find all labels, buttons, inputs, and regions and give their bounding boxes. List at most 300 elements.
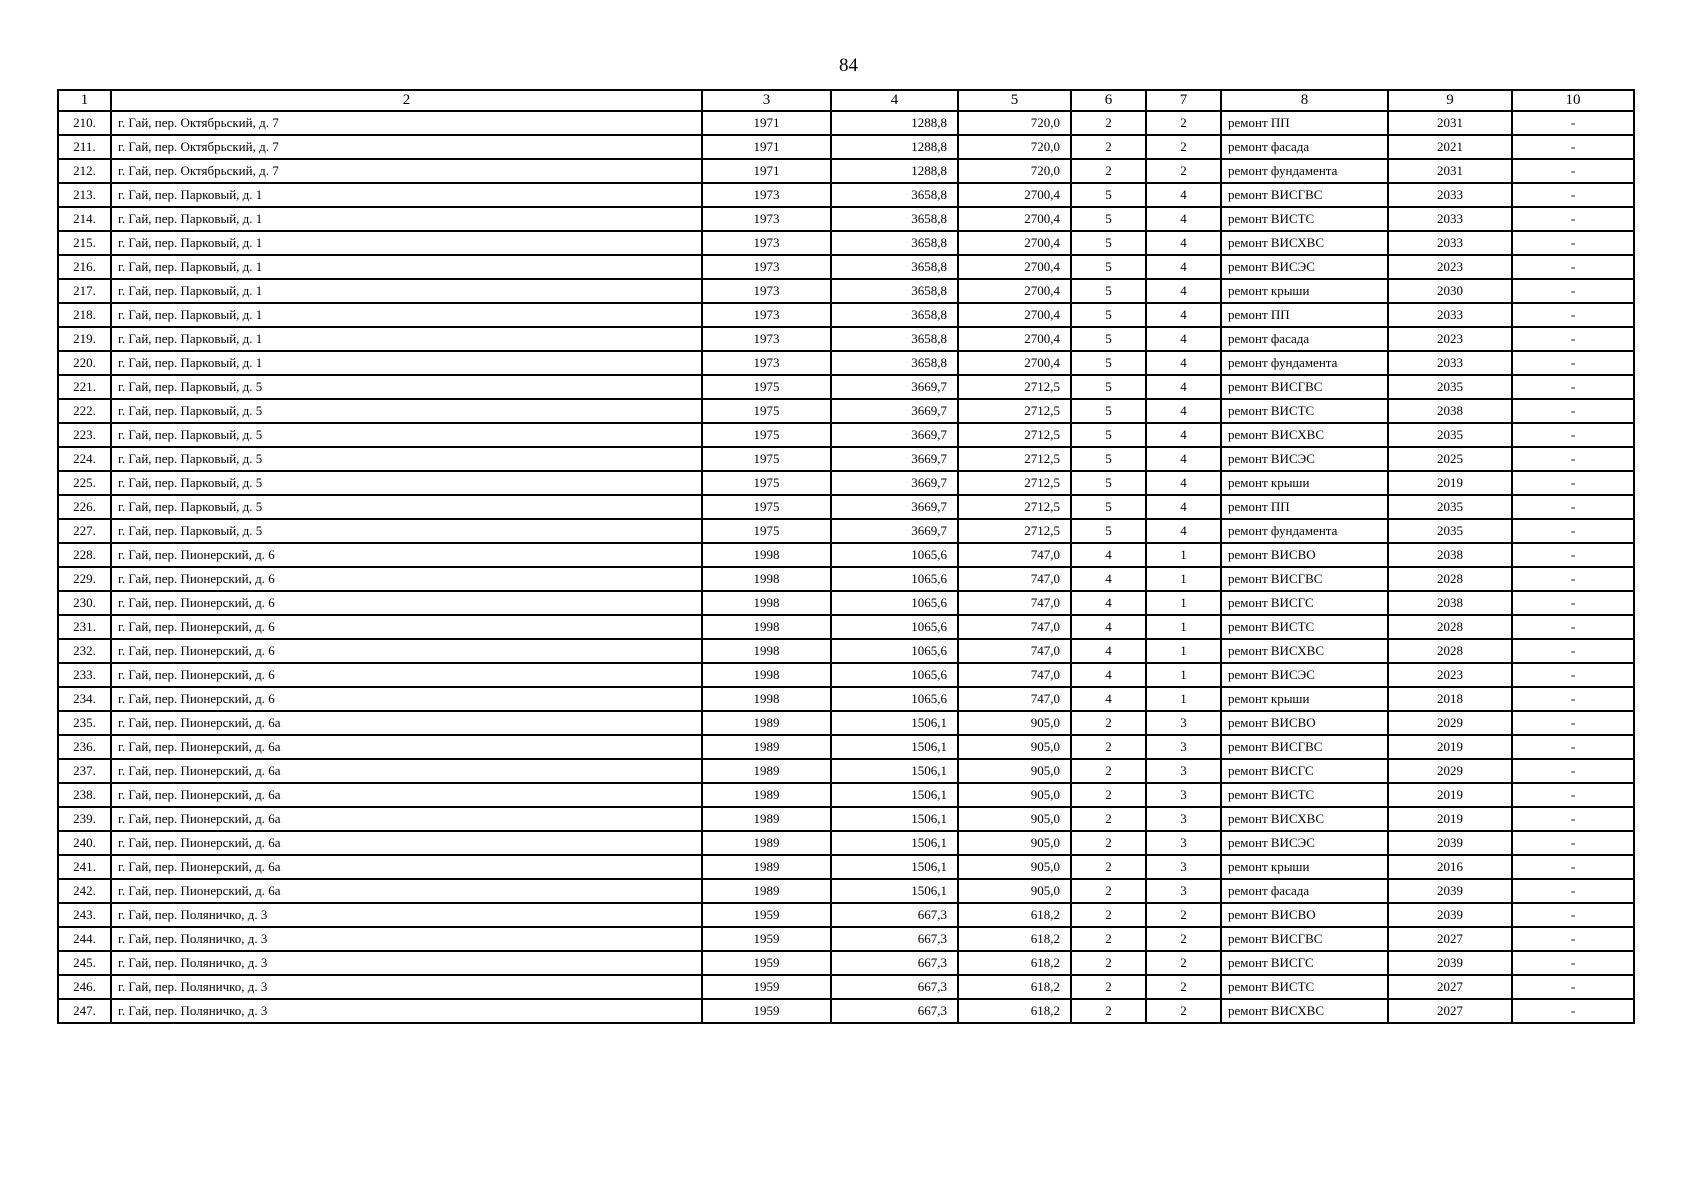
entrances-cell: 2 — [1146, 111, 1221, 135]
table-body — [58, 111, 1634, 1023]
entrances-cell: 4 — [1146, 423, 1221, 447]
year-built-cell: 1998 — [702, 687, 831, 711]
work-type-cell: ремонт ВИСЭС — [1221, 447, 1388, 471]
table-row — [58, 759, 1634, 783]
row-number-cell: 217. — [58, 279, 111, 303]
row-number-cell: 221. — [58, 375, 111, 399]
floors-cell: 5 — [1071, 207, 1146, 231]
total-area-cell: 3658,8 — [831, 327, 958, 351]
header-row — [58, 90, 1634, 111]
column-header-9: 9 — [1388, 90, 1512, 111]
work-type-cell: ремонт ВИСГС — [1221, 759, 1388, 783]
floors-cell: 2 — [1071, 831, 1146, 855]
work-type-cell: ремонт ВИСХВС — [1221, 999, 1388, 1023]
work-type-cell: ремонт ПП — [1221, 111, 1388, 135]
living-area-cell: 2712,5 — [958, 519, 1071, 543]
note-cell: - — [1512, 327, 1634, 351]
column-header-3: 3 — [702, 90, 831, 111]
row-number-cell: 236. — [58, 735, 111, 759]
floors-cell: 2 — [1071, 759, 1146, 783]
work-type-cell: ремонт ВИСХВС — [1221, 231, 1388, 255]
living-area-cell: 2700,4 — [958, 255, 1071, 279]
table-row — [58, 279, 1634, 303]
total-area-cell: 1065,6 — [831, 567, 958, 591]
living-area-cell: 618,2 — [958, 927, 1071, 951]
entrances-cell: 3 — [1146, 759, 1221, 783]
year-built-cell: 1973 — [702, 183, 831, 207]
floors-cell: 2 — [1071, 975, 1146, 999]
table-row — [58, 471, 1634, 495]
total-area-cell: 1065,6 — [831, 639, 958, 663]
table-row — [58, 783, 1634, 807]
note-cell: - — [1512, 831, 1634, 855]
row-number-cell: 210. — [58, 111, 111, 135]
note-cell: - — [1512, 303, 1634, 327]
entrances-cell: 1 — [1146, 591, 1221, 615]
address-cell: г. Гай, пер. Парковый, д. 5 — [111, 519, 702, 543]
address-cell: г. Гай, пер. Парковый, д. 1 — [111, 327, 702, 351]
floors-cell: 2 — [1071, 135, 1146, 159]
year-built-cell: 1959 — [702, 951, 831, 975]
work-type-cell: ремонт ПП — [1221, 495, 1388, 519]
planned-year-cell: 2033 — [1388, 183, 1512, 207]
total-area-cell: 3658,8 — [831, 351, 958, 375]
total-area-cell: 1065,6 — [831, 663, 958, 687]
entrances-cell: 3 — [1146, 783, 1221, 807]
column-header-2: 2 — [111, 90, 702, 111]
planned-year-cell: 2039 — [1388, 831, 1512, 855]
entrances-cell: 3 — [1146, 879, 1221, 903]
planned-year-cell: 2019 — [1388, 807, 1512, 831]
table-row — [58, 927, 1634, 951]
year-built-cell: 1971 — [702, 135, 831, 159]
floors-cell: 2 — [1071, 159, 1146, 183]
entrances-cell: 2 — [1146, 135, 1221, 159]
note-cell: - — [1512, 879, 1634, 903]
year-built-cell: 1959 — [702, 903, 831, 927]
entrances-cell: 3 — [1146, 735, 1221, 759]
year-built-cell: 1959 — [702, 975, 831, 999]
row-number-cell: 247. — [58, 999, 111, 1023]
work-type-cell: ремонт крыши — [1221, 279, 1388, 303]
total-area-cell: 667,3 — [831, 927, 958, 951]
entrances-cell: 1 — [1146, 543, 1221, 567]
address-cell: г. Гай, пер. Парковый, д. 5 — [111, 423, 702, 447]
living-area-cell: 905,0 — [958, 807, 1071, 831]
year-built-cell: 1975 — [702, 375, 831, 399]
note-cell: - — [1512, 999, 1634, 1023]
column-header-5: 5 — [958, 90, 1071, 111]
entrances-cell: 4 — [1146, 351, 1221, 375]
year-built-cell: 1973 — [702, 279, 831, 303]
address-cell: г. Гай, пер. Пионерский, д. 6а — [111, 807, 702, 831]
work-type-cell: ремонт фундамента — [1221, 159, 1388, 183]
row-number-cell: 243. — [58, 903, 111, 927]
year-built-cell: 1973 — [702, 231, 831, 255]
address-cell: г. Гай, пер. Парковый, д. 1 — [111, 207, 702, 231]
total-area-cell: 3658,8 — [831, 207, 958, 231]
total-area-cell: 3669,7 — [831, 375, 958, 399]
living-area-cell: 747,0 — [958, 663, 1071, 687]
table-row — [58, 255, 1634, 279]
floors-cell: 2 — [1071, 111, 1146, 135]
planned-year-cell: 2038 — [1388, 591, 1512, 615]
work-type-cell: ремонт ВИСЭС — [1221, 663, 1388, 687]
floors-cell: 2 — [1071, 951, 1146, 975]
entrances-cell: 3 — [1146, 855, 1221, 879]
entrances-cell: 4 — [1146, 207, 1221, 231]
total-area-cell: 1506,1 — [831, 831, 958, 855]
table-row — [58, 327, 1634, 351]
planned-year-cell: 2035 — [1388, 519, 1512, 543]
entrances-cell: 2 — [1146, 999, 1221, 1023]
address-cell: г. Гай, пер. Парковый, д. 1 — [111, 279, 702, 303]
living-area-cell: 2712,5 — [958, 471, 1071, 495]
living-area-cell: 905,0 — [958, 831, 1071, 855]
table-row — [58, 111, 1634, 135]
year-built-cell: 1973 — [702, 255, 831, 279]
row-number-cell: 218. — [58, 303, 111, 327]
floors-cell: 2 — [1071, 903, 1146, 927]
planned-year-cell: 2038 — [1388, 399, 1512, 423]
note-cell: - — [1512, 159, 1634, 183]
planned-year-cell: 2025 — [1388, 447, 1512, 471]
note-cell: - — [1512, 423, 1634, 447]
living-area-cell: 2700,4 — [958, 279, 1071, 303]
planned-year-cell: 2023 — [1388, 255, 1512, 279]
row-number-cell: 211. — [58, 135, 111, 159]
total-area-cell: 667,3 — [831, 951, 958, 975]
year-built-cell: 1971 — [702, 159, 831, 183]
row-number-cell: 240. — [58, 831, 111, 855]
floors-cell: 5 — [1071, 279, 1146, 303]
living-area-cell: 2712,5 — [958, 423, 1071, 447]
table-row — [58, 543, 1634, 567]
note-cell: - — [1512, 543, 1634, 567]
living-area-cell: 2700,4 — [958, 207, 1071, 231]
floors-cell: 4 — [1071, 591, 1146, 615]
note-cell: - — [1512, 903, 1634, 927]
total-area-cell: 1065,6 — [831, 687, 958, 711]
address-cell: г. Гай, пер. Пионерский, д. 6 — [111, 687, 702, 711]
table-row — [58, 639, 1634, 663]
work-type-cell: ремонт фундамента — [1221, 519, 1388, 543]
planned-year-cell: 2029 — [1388, 711, 1512, 735]
work-type-cell: ремонт ВИСГВС — [1221, 183, 1388, 207]
floors-cell: 5 — [1071, 255, 1146, 279]
table-row — [58, 855, 1634, 879]
row-number-cell: 246. — [58, 975, 111, 999]
address-cell: г. Гай, пер. Пионерский, д. 6а — [111, 711, 702, 735]
work-type-cell: ремонт ВИСВО — [1221, 711, 1388, 735]
row-number-cell: 237. — [58, 759, 111, 783]
note-cell: - — [1512, 183, 1634, 207]
address-cell: г. Гай, пер. Поляничко, д. 3 — [111, 903, 702, 927]
entrances-cell: 2 — [1146, 903, 1221, 927]
work-type-cell: ремонт ВИСГВС — [1221, 375, 1388, 399]
note-cell: - — [1512, 495, 1634, 519]
living-area-cell: 720,0 — [958, 159, 1071, 183]
year-built-cell: 1975 — [702, 423, 831, 447]
year-built-cell: 1975 — [702, 519, 831, 543]
note-cell: - — [1512, 639, 1634, 663]
living-area-cell: 747,0 — [958, 615, 1071, 639]
note-cell: - — [1512, 951, 1634, 975]
note-cell: - — [1512, 567, 1634, 591]
entrances-cell: 3 — [1146, 831, 1221, 855]
planned-year-cell: 2027 — [1388, 927, 1512, 951]
work-type-cell: ремонт фасада — [1221, 879, 1388, 903]
planned-year-cell: 2021 — [1388, 135, 1512, 159]
work-type-cell: ремонт ВИСГВС — [1221, 567, 1388, 591]
floors-cell: 5 — [1071, 471, 1146, 495]
total-area-cell: 3669,7 — [831, 519, 958, 543]
living-area-cell: 618,2 — [958, 999, 1071, 1023]
year-built-cell: 1959 — [702, 999, 831, 1023]
address-cell: г. Гай, пер. Парковый, д. 5 — [111, 375, 702, 399]
total-area-cell: 3658,8 — [831, 279, 958, 303]
living-area-cell: 2700,4 — [958, 183, 1071, 207]
living-area-cell: 905,0 — [958, 759, 1071, 783]
work-type-cell: ремонт крыши — [1221, 855, 1388, 879]
address-cell: г. Гай, пер. Пионерский, д. 6 — [111, 543, 702, 567]
table-row — [58, 567, 1634, 591]
total-area-cell: 3669,7 — [831, 471, 958, 495]
year-built-cell: 1989 — [702, 855, 831, 879]
work-type-cell: ремонт ВИСЭС — [1221, 831, 1388, 855]
row-number-cell: 241. — [58, 855, 111, 879]
row-number-cell: 225. — [58, 471, 111, 495]
year-built-cell: 1998 — [702, 543, 831, 567]
planned-year-cell: 2035 — [1388, 495, 1512, 519]
entrances-cell: 3 — [1146, 711, 1221, 735]
table-row — [58, 879, 1634, 903]
note-cell: - — [1512, 255, 1634, 279]
work-type-cell: ремонт ВИСГС — [1221, 591, 1388, 615]
table-row — [58, 159, 1634, 183]
table-row — [58, 711, 1634, 735]
table-row — [58, 231, 1634, 255]
note-cell: - — [1512, 231, 1634, 255]
note-cell: - — [1512, 687, 1634, 711]
year-built-cell: 1973 — [702, 351, 831, 375]
floors-cell: 4 — [1071, 567, 1146, 591]
entrances-cell: 1 — [1146, 567, 1221, 591]
row-number-cell: 229. — [58, 567, 111, 591]
row-number-cell: 216. — [58, 255, 111, 279]
floors-cell: 2 — [1071, 927, 1146, 951]
table-row — [58, 807, 1634, 831]
floors-cell: 2 — [1071, 783, 1146, 807]
planned-year-cell: 2019 — [1388, 783, 1512, 807]
address-cell: г. Гай, пер. Пионерский, д. 6 — [111, 663, 702, 687]
living-area-cell: 747,0 — [958, 543, 1071, 567]
floors-cell: 2 — [1071, 735, 1146, 759]
entrances-cell: 4 — [1146, 183, 1221, 207]
planned-year-cell: 2039 — [1388, 903, 1512, 927]
planned-year-cell: 2035 — [1388, 423, 1512, 447]
floors-cell: 5 — [1071, 183, 1146, 207]
row-number-cell: 232. — [58, 639, 111, 663]
year-built-cell: 1973 — [702, 207, 831, 231]
note-cell: - — [1512, 759, 1634, 783]
note-cell: - — [1512, 279, 1634, 303]
entrances-cell: 4 — [1146, 303, 1221, 327]
floors-cell: 5 — [1071, 303, 1146, 327]
row-number-cell: 235. — [58, 711, 111, 735]
entrances-cell: 2 — [1146, 975, 1221, 999]
year-built-cell: 1998 — [702, 639, 831, 663]
year-built-cell: 1959 — [702, 927, 831, 951]
address-cell: г. Гай, пер. Пионерский, д. 6а — [111, 879, 702, 903]
row-number-cell: 239. — [58, 807, 111, 831]
column-header-7: 7 — [1146, 90, 1221, 111]
total-area-cell: 1065,6 — [831, 591, 958, 615]
address-cell: г. Гай, пер. Пионерский, д. 6а — [111, 855, 702, 879]
note-cell: - — [1512, 663, 1634, 687]
total-area-cell: 667,3 — [831, 999, 958, 1023]
planned-year-cell: 2033 — [1388, 351, 1512, 375]
address-cell: г. Гай, пер. Парковый, д. 1 — [111, 303, 702, 327]
table-row — [58, 303, 1634, 327]
year-built-cell: 1975 — [702, 447, 831, 471]
work-type-cell: ремонт ВИСГВС — [1221, 735, 1388, 759]
row-number-cell: 230. — [58, 591, 111, 615]
table-row — [58, 351, 1634, 375]
planned-year-cell: 2027 — [1388, 999, 1512, 1023]
address-cell: г. Гай, пер. Пионерский, д. 6 — [111, 591, 702, 615]
year-built-cell: 1989 — [702, 735, 831, 759]
row-number-cell: 212. — [58, 159, 111, 183]
address-cell: г. Гай, пер. Октябрьский, д. 7 — [111, 135, 702, 159]
living-area-cell: 747,0 — [958, 591, 1071, 615]
note-cell: - — [1512, 927, 1634, 951]
table-row — [58, 999, 1634, 1023]
floors-cell: 5 — [1071, 231, 1146, 255]
total-area-cell: 1506,1 — [831, 783, 958, 807]
row-number-cell: 242. — [58, 879, 111, 903]
floors-cell: 4 — [1071, 663, 1146, 687]
total-area-cell: 1065,6 — [831, 543, 958, 567]
entrances-cell: 4 — [1146, 231, 1221, 255]
table-row — [58, 663, 1634, 687]
year-built-cell: 1989 — [702, 879, 831, 903]
table-row — [58, 951, 1634, 975]
planned-year-cell: 2031 — [1388, 159, 1512, 183]
row-number-cell: 234. — [58, 687, 111, 711]
row-number-cell: 231. — [58, 615, 111, 639]
address-cell: г. Гай, пер. Поляничко, д. 3 — [111, 927, 702, 951]
column-header-10: 10 — [1512, 90, 1634, 111]
row-number-cell: 222. — [58, 399, 111, 423]
planned-year-cell: 2019 — [1388, 735, 1512, 759]
table-row — [58, 591, 1634, 615]
row-number-cell: 224. — [58, 447, 111, 471]
row-number-cell: 233. — [58, 663, 111, 687]
year-built-cell: 1989 — [702, 807, 831, 831]
table-row — [58, 495, 1634, 519]
entrances-cell: 4 — [1146, 375, 1221, 399]
total-area-cell: 3669,7 — [831, 447, 958, 471]
total-area-cell: 1288,8 — [831, 159, 958, 183]
total-area-cell: 3658,8 — [831, 231, 958, 255]
page-number: 84 — [839, 55, 858, 76]
living-area-cell: 2712,5 — [958, 495, 1071, 519]
work-type-cell: ремонт ВИСТС — [1221, 207, 1388, 231]
table-row — [58, 375, 1634, 399]
row-number-cell: 245. — [58, 951, 111, 975]
row-number-cell: 215. — [58, 231, 111, 255]
entrances-cell: 1 — [1146, 639, 1221, 663]
planned-year-cell: 2035 — [1388, 375, 1512, 399]
living-area-cell: 747,0 — [958, 567, 1071, 591]
total-area-cell: 1288,8 — [831, 111, 958, 135]
work-type-cell: ремонт фасада — [1221, 135, 1388, 159]
note-cell: - — [1512, 711, 1634, 735]
living-area-cell: 618,2 — [958, 951, 1071, 975]
note-cell: - — [1512, 735, 1634, 759]
living-area-cell: 2700,4 — [958, 327, 1071, 351]
row-number-cell: 219. — [58, 327, 111, 351]
total-area-cell: 1065,6 — [831, 615, 958, 639]
column-header-8: 8 — [1221, 90, 1388, 111]
note-cell: - — [1512, 375, 1634, 399]
living-area-cell: 905,0 — [958, 855, 1071, 879]
planned-year-cell: 2028 — [1388, 615, 1512, 639]
work-type-cell: ремонт ВИСХВС — [1221, 807, 1388, 831]
address-cell: г. Гай, пер. Поляничко, д. 3 — [111, 951, 702, 975]
living-area-cell: 618,2 — [958, 975, 1071, 999]
total-area-cell: 3658,8 — [831, 183, 958, 207]
table-row — [58, 831, 1634, 855]
total-area-cell: 3669,7 — [831, 399, 958, 423]
table-row — [58, 423, 1634, 447]
floors-cell: 5 — [1071, 423, 1146, 447]
repair-schedule-table — [57, 89, 1635, 1024]
planned-year-cell: 2029 — [1388, 759, 1512, 783]
work-type-cell: ремонт ВИСХВС — [1221, 423, 1388, 447]
address-cell: г. Гай, пер. Пионерский, д. 6а — [111, 735, 702, 759]
total-area-cell: 667,3 — [831, 903, 958, 927]
planned-year-cell: 2033 — [1388, 207, 1512, 231]
note-cell: - — [1512, 519, 1634, 543]
column-header-1: 1 — [58, 90, 111, 111]
work-type-cell: ремонт ВИСГС — [1221, 951, 1388, 975]
work-type-cell: ремонт ВИСТС — [1221, 975, 1388, 999]
address-cell: г. Гай, пер. Октябрьский, д. 7 — [111, 159, 702, 183]
work-type-cell: ремонт ВИСТС — [1221, 399, 1388, 423]
planned-year-cell: 2038 — [1388, 543, 1512, 567]
row-number-cell: 220. — [58, 351, 111, 375]
year-built-cell: 1989 — [702, 831, 831, 855]
work-type-cell: ремонт фундамента — [1221, 351, 1388, 375]
work-type-cell: ремонт фасада — [1221, 327, 1388, 351]
row-number-cell: 238. — [58, 783, 111, 807]
living-area-cell: 2700,4 — [958, 231, 1071, 255]
floors-cell: 4 — [1071, 543, 1146, 567]
address-cell: г. Гай, пер. Парковый, д. 1 — [111, 183, 702, 207]
year-built-cell: 1971 — [702, 111, 831, 135]
planned-year-cell: 2033 — [1388, 303, 1512, 327]
total-area-cell: 1506,1 — [831, 711, 958, 735]
floors-cell: 5 — [1071, 447, 1146, 471]
table-row — [58, 399, 1634, 423]
planned-year-cell: 2028 — [1388, 639, 1512, 663]
note-cell: - — [1512, 591, 1634, 615]
total-area-cell: 1506,1 — [831, 807, 958, 831]
year-built-cell: 1989 — [702, 783, 831, 807]
entrances-cell: 4 — [1146, 255, 1221, 279]
